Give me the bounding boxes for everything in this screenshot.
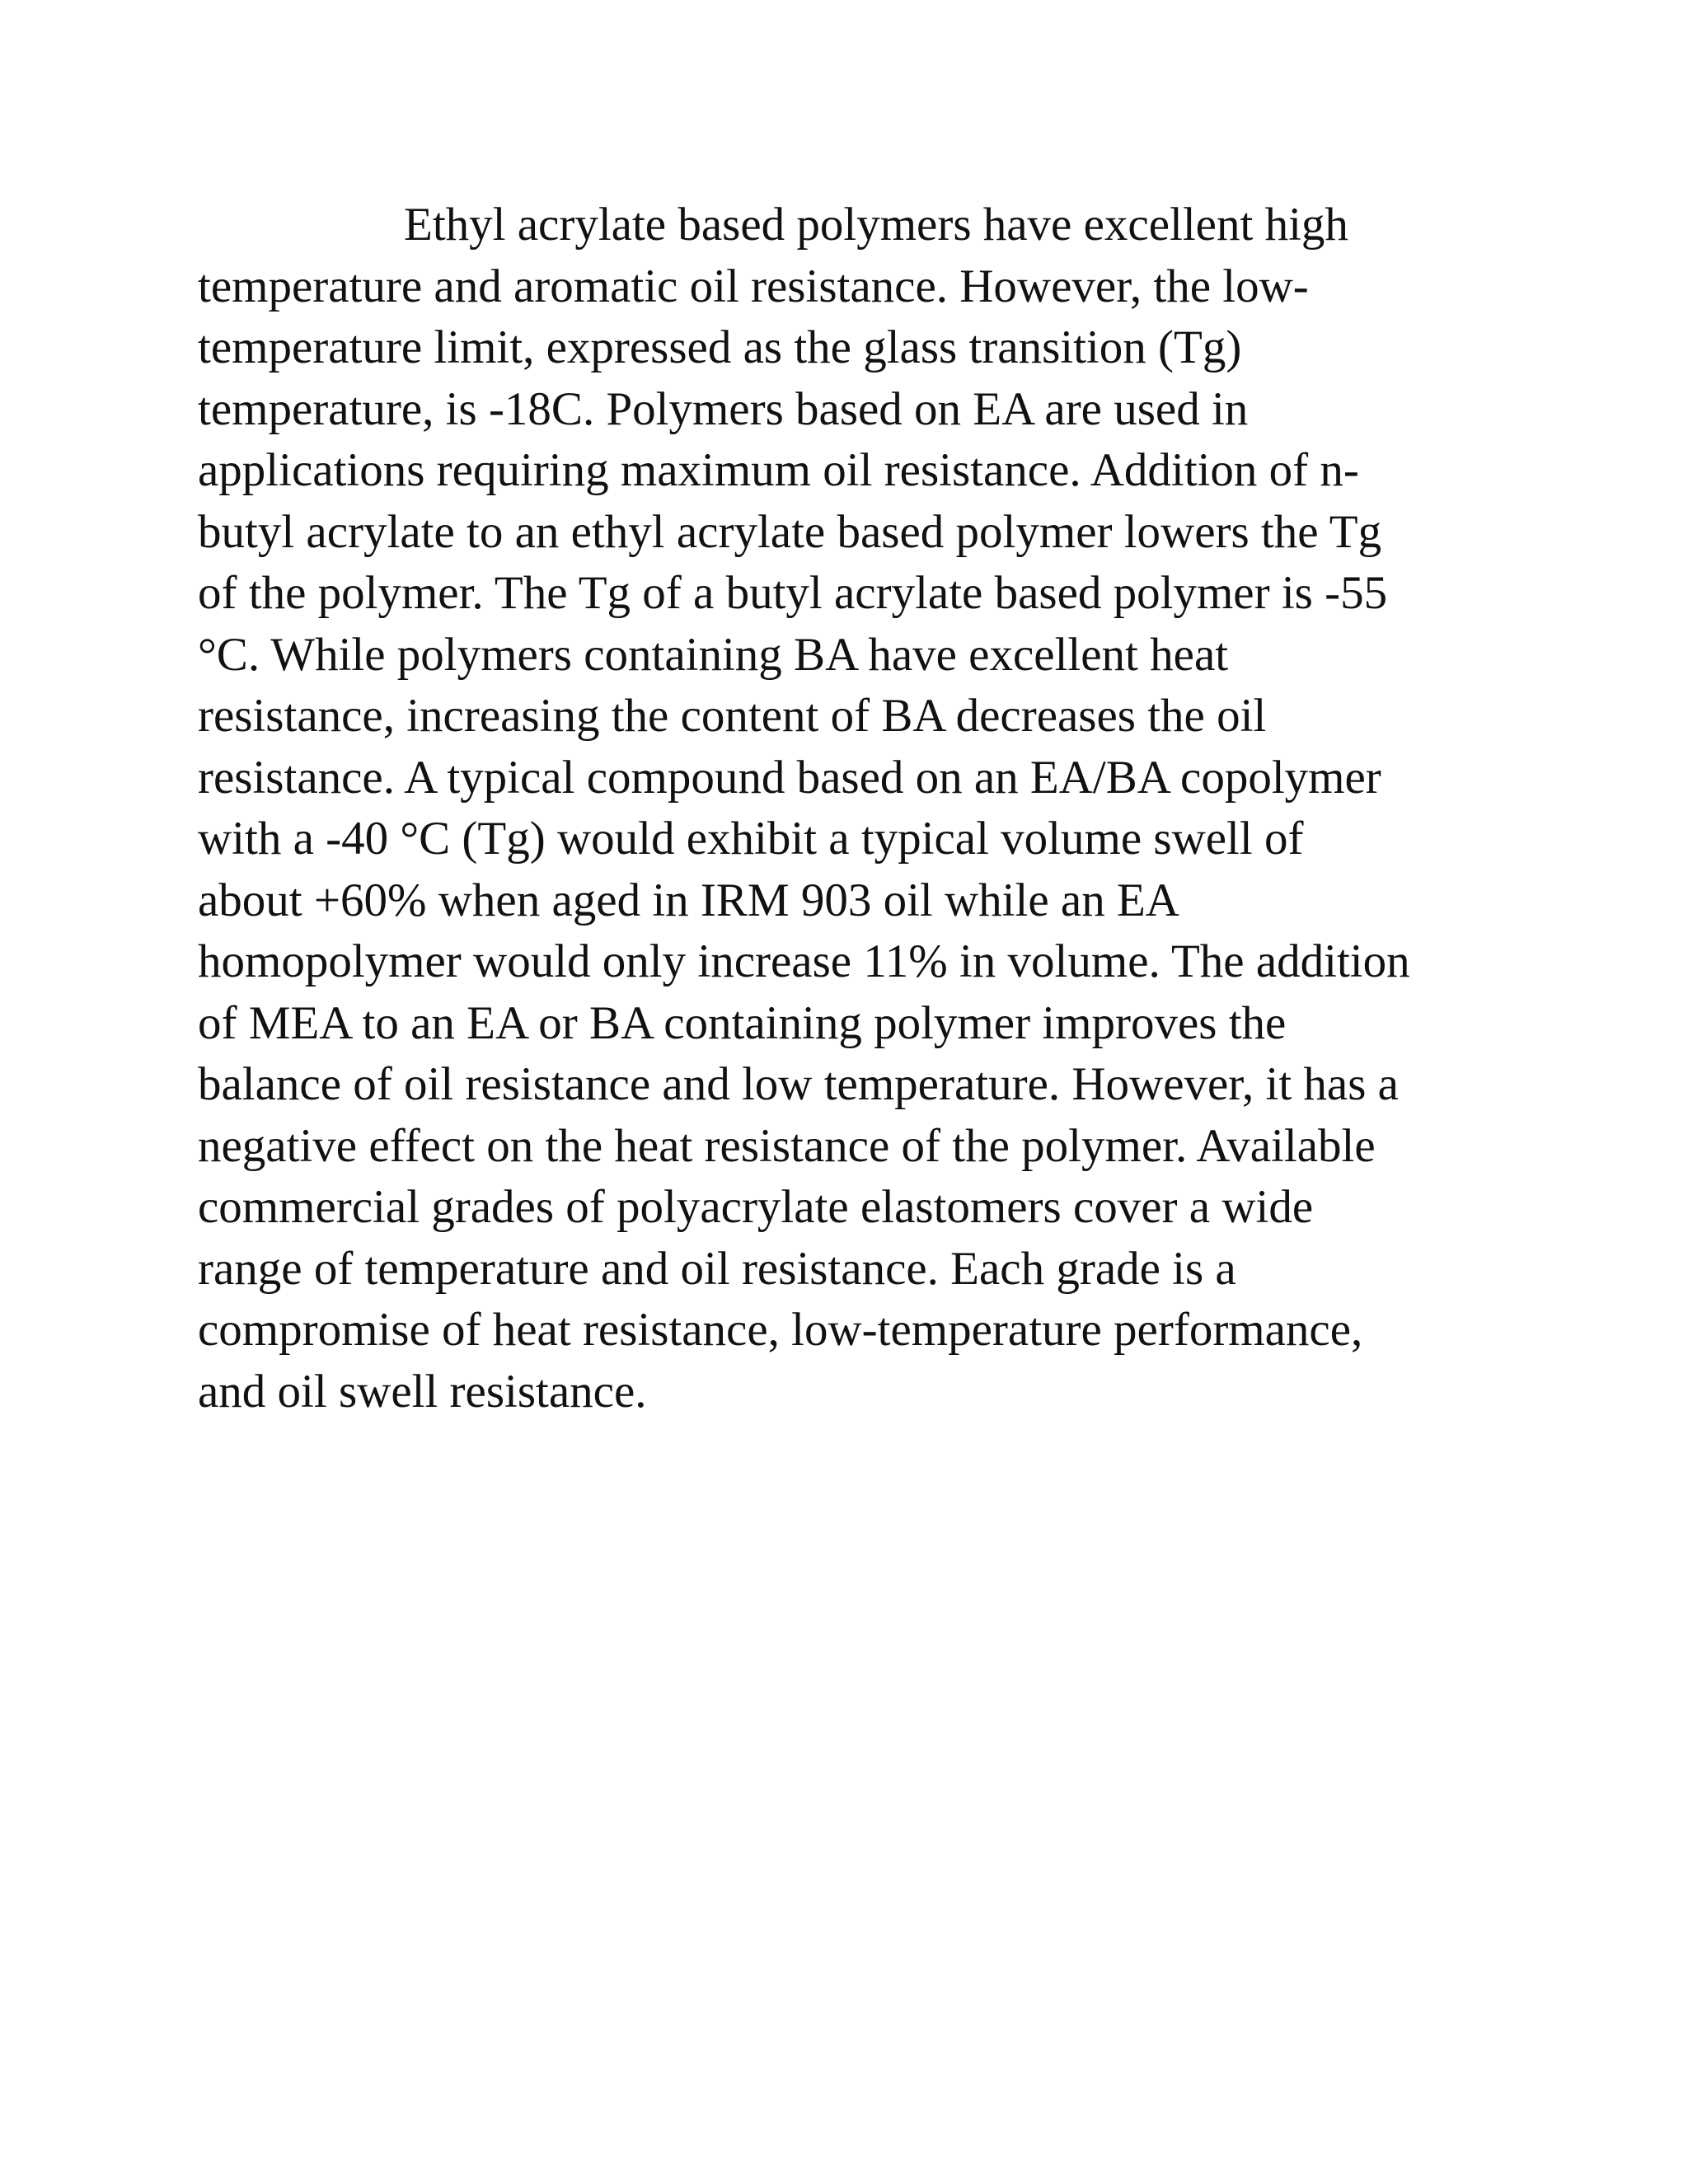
paragraph-line-19: compromise of heat resistance, low-temperature performance, (198, 1304, 1363, 1356)
paragraph-line-13: homopolymer would only increase 11% in volume. The addition (198, 935, 1410, 987)
paragraph-line-16: negative effect on the heat resistance of the polymer. Available (198, 1119, 1376, 1172)
paragraph-line-15: balance of oil resistance and low temperature. However, it has a (198, 1058, 1399, 1110)
paragraph-line-3: temperature limit, expressed as the glass transition (Tg) (198, 321, 1242, 373)
paragraph-line-8: °C. While polymers containing BA have excellent heat (198, 628, 1229, 681)
paragraph-line-6: butyl acrylate to an ethyl acrylate based polymer lowers the Tg (198, 505, 1382, 558)
paragraph-line-10: resistance. A typical compound based on an EA/BA copolymer (198, 751, 1381, 804)
paragraph-line-17: commercial grades of polyacrylate elastomers cover a wide (198, 1181, 1314, 1233)
paragraph-line-5: applications requiring maximum oil resistance. Addition of n- (198, 444, 1359, 496)
paragraph-line-7: of the polymer. The Tg of a butyl acrylate based polymer is -55 (198, 567, 1388, 619)
paragraph-line-18: range of temperature and oil resistance. Each grade is a (198, 1242, 1236, 1295)
paragraph-line-4: temperature, is -18C. Polymers based on EA are used in (198, 382, 1249, 435)
paragraph-line-11: with a -40 °C (Tg) would exhibit a typical volume swell of (198, 813, 1304, 865)
body-paragraph (198, 194, 1484, 1422)
paragraph-line-9: resistance, increasing the content of BA decreases the oil (198, 690, 1267, 742)
paragraph-line-20: and oil swell resistance. (198, 1365, 647, 1418)
paragraph-line-12: about +60% when aged in IRM 903 oil while an EA (198, 874, 1179, 926)
paragraph-line-14: of MEA to an EA or BA containing polymer improves the (198, 996, 1287, 1049)
paragraph-line-2: temperature and aromatic oil resistance. However, the low- (198, 260, 1309, 312)
paragraph-line-1: Ethyl acrylate based polymers have excellent high (404, 199, 1348, 251)
